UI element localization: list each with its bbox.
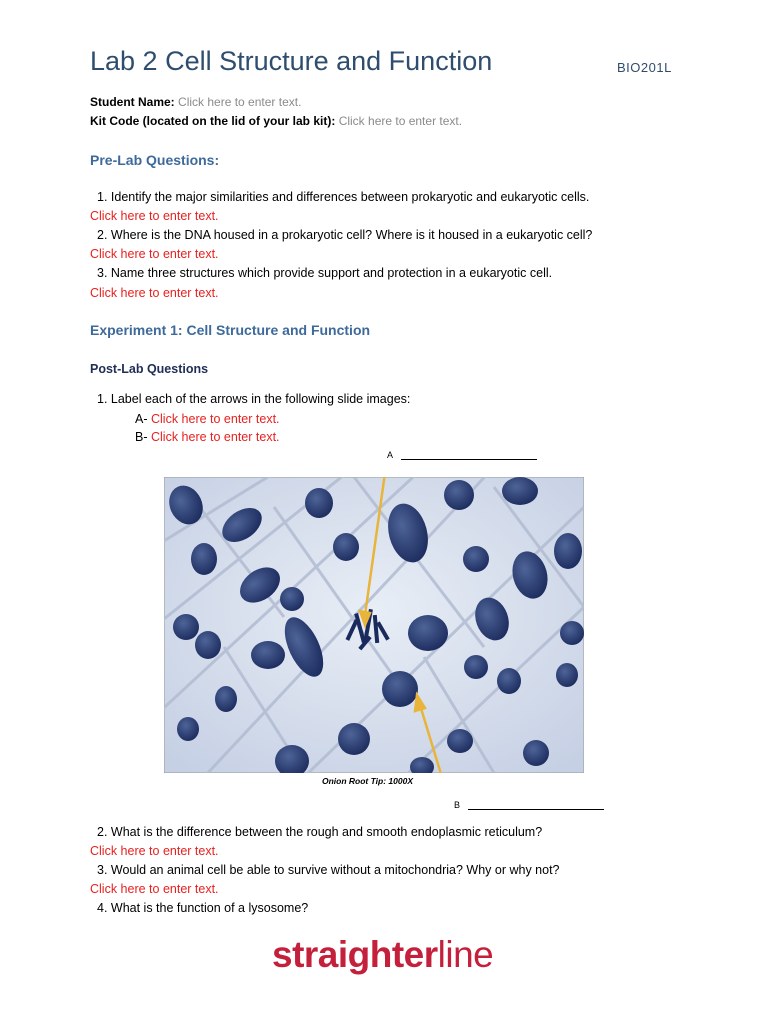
label-b-row xyxy=(135,430,280,444)
postlab-question-3: 3. Would an animal cell be able to survive without a mitochondria? Why or why not? xyxy=(97,863,560,877)
postlab-answer-3[interactable]: Click here to enter text. xyxy=(90,882,219,896)
postlab-question-1: 1. Label each of the arrows in the following slide images: xyxy=(97,392,411,406)
student-name-row xyxy=(90,95,301,109)
blank-line-a xyxy=(401,458,537,460)
prelab-heading: Pre-Lab Questions: xyxy=(90,152,220,168)
course-code: BIO201L xyxy=(617,60,672,75)
label-b-answer[interactable]: Click here to enter text. xyxy=(150,430,280,444)
figure-label-a: A xyxy=(387,450,394,460)
label-a-answer[interactable]: Click here to enter text. xyxy=(150,412,280,426)
postlab-answer-2[interactable]: Click here to enter text. xyxy=(90,844,219,858)
prelab-answer-3[interactable]: Click here to enter text. xyxy=(90,286,219,300)
kit-code-field[interactable]: Click here to enter text. xyxy=(338,114,463,128)
figure-label-a-row xyxy=(387,450,537,460)
label-b-prefix: B- xyxy=(135,430,148,444)
prelab-question-3: 3. Name three structures which provide support and protection in a eukaryotic cell. xyxy=(97,266,553,280)
prelab-answer-2[interactable]: Click here to enter text. xyxy=(90,247,219,261)
kit-code-row xyxy=(90,114,462,128)
onion-root-tip-micrograph xyxy=(164,477,584,773)
experiment-heading: Experiment 1: Cell Structure and Function xyxy=(90,322,371,338)
student-name-field[interactable]: Click here to enter text. xyxy=(178,95,302,109)
postlab-question-4: 4. What is the function of a lysosome? xyxy=(97,901,309,915)
postlab-question-2: 2. What is the difference between the rough and smooth endoplasmic reticulum? xyxy=(97,825,543,839)
figure-label-b: B xyxy=(454,800,461,810)
postlab-heading: Post-Lab Questions xyxy=(90,362,209,376)
blank-line-b xyxy=(468,808,604,810)
prelab-answer-1[interactable]: Click here to enter text. xyxy=(90,209,219,223)
prelab-question-1: 1. Identify the major similarities and differences between prokaryotic and eukaryotic cells. xyxy=(97,190,590,204)
label-a-prefix: A- xyxy=(135,412,148,426)
figure-label-b-row xyxy=(454,800,604,810)
student-name-label: Student Name: xyxy=(90,95,175,109)
prelab-question-2: 2. Where is the DNA housed in a prokaryotic cell? Where is it housed in a eukaryotic cell? xyxy=(97,228,593,242)
figure-caption: Onion Root Tip: 1000X xyxy=(322,776,413,786)
logo-light: line xyxy=(437,934,494,975)
label-a-row xyxy=(135,412,280,426)
kit-code-label: Kit Code (located on the lid of your lab kit): xyxy=(90,114,336,128)
logo-bold: straighter xyxy=(272,934,438,975)
straighterline-logo xyxy=(272,934,493,976)
page-title: Lab 2 Cell Structure and Function xyxy=(90,46,493,76)
